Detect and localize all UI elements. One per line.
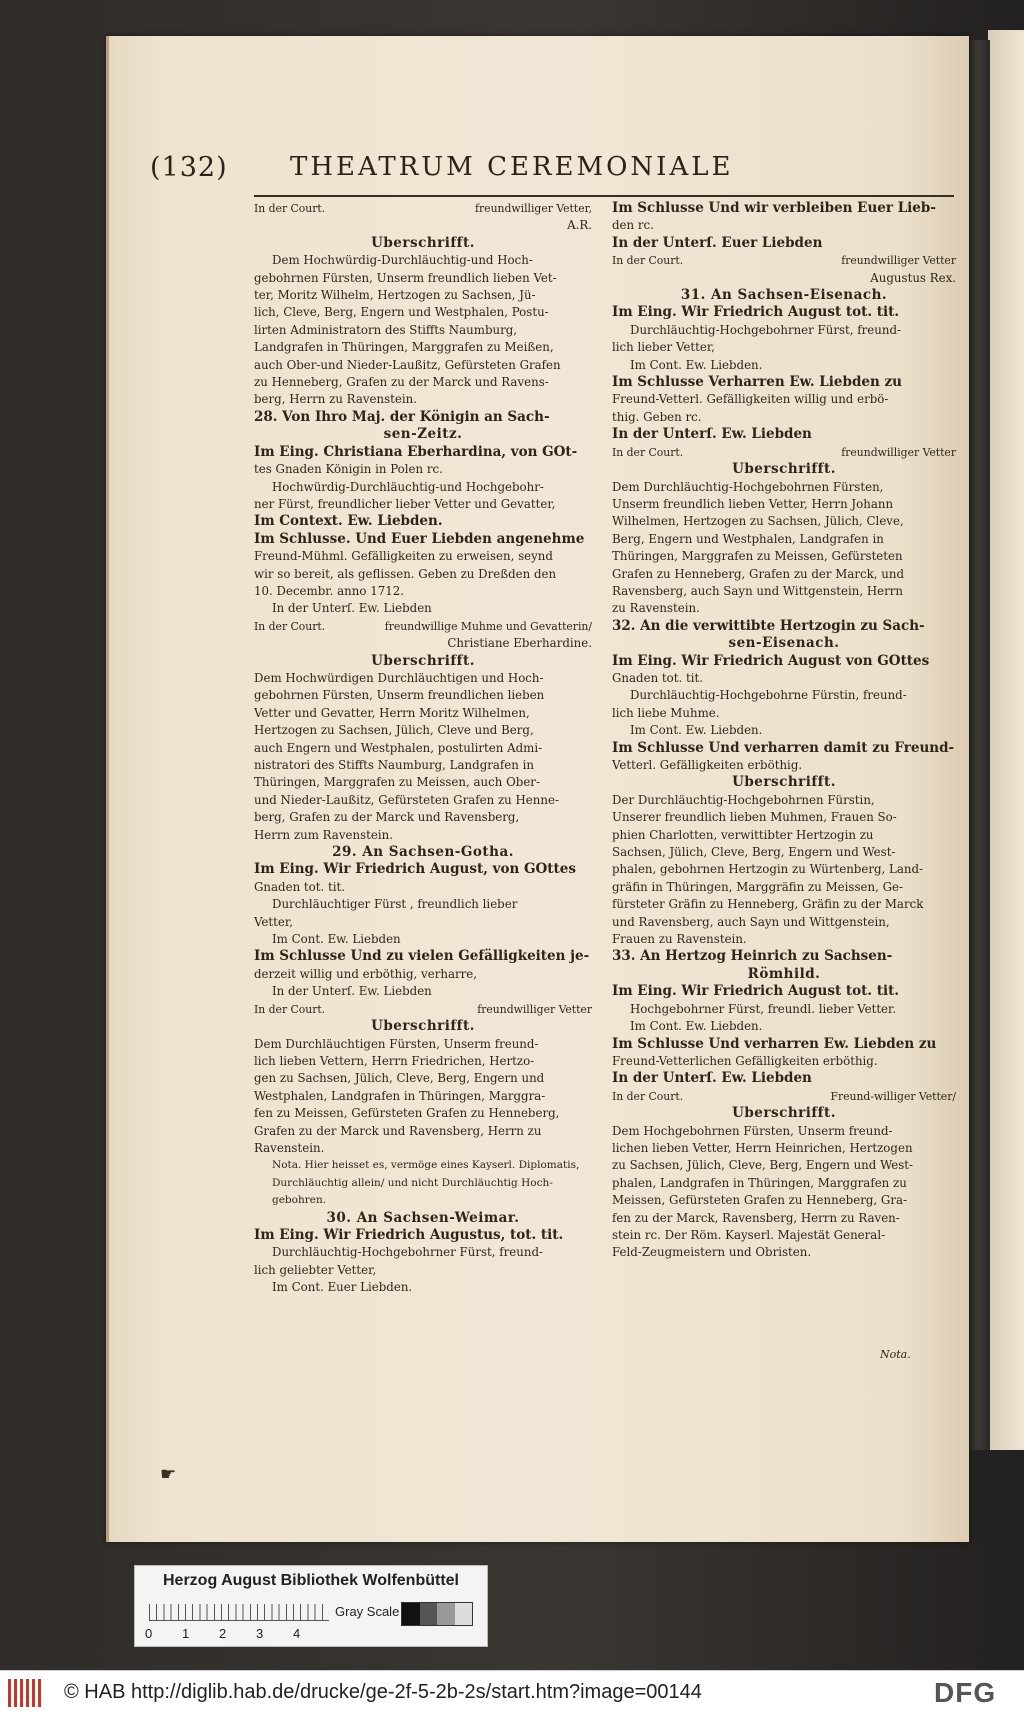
text-line: Vetter und Gevatter, Herrn Moritz Wilhelmen,: [254, 705, 530, 720]
text-line: Ravenstein.: [254, 1140, 325, 1155]
gray-scale-label: Gray Scale: [335, 1604, 400, 1619]
text-line: Freund-Mühml. Gefälligkeiten zu erweisen, seynd: [254, 549, 553, 564]
scale-tick-label: 4: [293, 1626, 301, 1641]
text-line: berg, Grafen zu der Marck und Ravensberg,: [254, 810, 520, 825]
text-line: auch Engern und Westphalen, postulirten Admi-: [254, 740, 543, 755]
text-line: phien Charlotten, verwittibter Hertzogin zu: [612, 827, 874, 842]
text-line: Im Eing. Wir Friedrich August tot. tit.: [612, 304, 900, 321]
text-line: gräfin in Thüringen, Marggräfin zu Meissen, Ge-: [612, 879, 903, 894]
text-line: Im Cont. Ew. Liebden.: [630, 357, 763, 372]
text-line: Meissen, Gefürsteten Grafen zu Henneberg, Gra-: [612, 1193, 907, 1208]
text-line: Im Schlusse. Und Euer Liebden angenehme: [254, 530, 585, 547]
text-line: Vetter,: [254, 914, 293, 929]
text-line: Dem Hochwürdigen Durchläuchtigen und Hoch-: [254, 670, 544, 685]
signature-place: In der Court.: [254, 619, 326, 633]
text-line: und Nieder-Laußitz, Gefürsteten Grafen zu Henne-: [254, 792, 559, 807]
text-line: Dem Hochgebohrnen Fürsten, Unserm freund-: [612, 1123, 893, 1138]
text-line: In der Unterſ. Ew. Liebden: [272, 601, 432, 616]
text-line: Sachsen, Jülich, Cleve, Berg, Engern und West-: [612, 845, 896, 860]
signature-text: Freund-williger Vetter/: [830, 1089, 956, 1103]
dfg-logo: DFG: [934, 1677, 997, 1708]
text-line: berg, Herrn zu Ravenstein.: [254, 392, 418, 407]
text-line: [612, 1088, 956, 1105]
text-line: 29. An Sachsen-Gotha.: [332, 844, 514, 861]
text-line: Durchläuchtiger Fürst , freundlich lieber: [272, 897, 518, 912]
text-line: Hochgebohrner Fürst, freundl. lieber Vetter.: [630, 1001, 897, 1016]
right-column: [612, 200, 956, 1262]
text-line: lich liebe Muhme.: [612, 705, 720, 720]
signature-place: In der Court.: [254, 202, 326, 215]
text-line: 32. An die verwittibte Hertzogin zu Sach-: [612, 617, 925, 634]
text-line: Feld-Zeugmeistern und Obristen.: [612, 1245, 812, 1260]
text-line: lich geliebter Vetter,: [254, 1262, 377, 1277]
footer-url[interactable]: © HAB http://diglib.hab.de/drucke/ge-2f-5-2b-2s/start.htm?image=00144: [64, 1681, 702, 1703]
text-line: In der Unterſ. Ew. Liebden: [612, 1070, 812, 1087]
text-line: Thüringen, Marggrafen zu Meissen, Gefürsteten: [612, 549, 903, 564]
text-line: zu Ravenstein.: [612, 601, 700, 616]
text-line: zu Henneberg, Grafen zu der Marck und Ravens-: [254, 375, 549, 390]
text-line: Unserm freundlich lieben Vetter, Herrn Johann: [612, 496, 894, 511]
signature-text: freundwillige Muhme und Gevatterin/: [384, 619, 592, 633]
running-head: [150, 152, 810, 192]
text-line: [612, 252, 956, 269]
text-line: Wilhelmen, Hertzogen zu Sachsen, Jülich, Cleve,: [612, 514, 904, 529]
signature-place: In der Court.: [254, 1002, 326, 1016]
signature-text: freundwilliger Vetter: [477, 1002, 592, 1016]
text-line: In der Unterſ. Ew. Liebden: [272, 984, 432, 999]
text-line: lirten Administratorn des Stiffts Naumburg,: [254, 322, 518, 337]
text-line: gen zu Sachsen, Jülich, Cleve, Berg, Engern und: [254, 1071, 545, 1086]
text-line: In der Unterſ. Euer Liebden: [612, 234, 823, 251]
text-line: Im Eing. Wir Friedrich August von GOttes: [612, 652, 930, 669]
text-line: Im Eing. Wir Friedrich August tot. tit.: [612, 983, 900, 1000]
text-line: In der Unterſ. Ew. Liebden: [612, 426, 812, 443]
text-line: 33. An Hertzog Heinrich zu Sachsen-: [612, 948, 893, 965]
text-line: 10. Decembr. anno 1712.: [254, 583, 404, 598]
text-line: nistratori des Stiffts Naumburg, Landgrafen in: [254, 758, 534, 772]
scale-tick-label: 3: [256, 1626, 264, 1641]
text-line: Landgrafen in Thüringen, Marggrafen zu Meißen,: [254, 340, 554, 355]
text-line: Im Schlusse Und zu vielen Gefälligkeiten je-: [254, 948, 590, 965]
text-line: Im Context. Ew. Liebden.: [254, 513, 443, 530]
signature-place: In der Court.: [612, 1089, 684, 1103]
text-line: Dem Durchläuchtigen Fürsten, Unserm freund-: [254, 1036, 539, 1051]
text-line: wir so bereit, als geflissen. Geben zu Dreßden den: [254, 566, 557, 581]
text-line: Im Cont. Ew. Liebden.: [630, 723, 763, 738]
text-line: 28. Von Ihro Maj. der Königin an Sach-: [254, 408, 550, 425]
text-line: [254, 618, 592, 635]
text-line: Hochwürdig-Durchläuchtig-und Hochgebohr-: [272, 479, 544, 494]
text-line: Freund-Vetterl. Gefälligkeiten willig und erbö-: [612, 392, 889, 407]
gray-swatch: [437, 1603, 455, 1625]
text-line: sen-Eisenach.: [728, 635, 840, 652]
text-line: Grafen zu Henneberg, Grafen zu der Marck, und: [612, 566, 905, 581]
text-line: stein rc. Der Röm. Kayserl. Majestät General-: [612, 1227, 886, 1242]
text-line: Im Eing. Christiana Eberhardina, von GOt-: [254, 443, 578, 460]
text-line: fen zu Meissen, Gefürsteten Grafen zu Henneberg,: [254, 1106, 560, 1121]
text-line: Vetterl. Gefälligkeiten erböthig.: [612, 758, 803, 772]
text-line: Ravensberg, auch Sayn und Wittgenstein, Herrn: [612, 583, 904, 598]
text-line: lich lieben Vettern, Herrn Friedrichen, Hertzo-: [254, 1053, 535, 1068]
text-line: Uberschrifft.: [371, 652, 475, 669]
text-line: Grafen zu der Marck und Ravensberg, Herrn zu: [254, 1123, 542, 1138]
printer-mark-icon: ☛: [160, 1464, 177, 1485]
text-line: Römhild.: [747, 965, 821, 982]
text-line: Im Eing. Wir Friedrich Augustus, tot. tit.: [254, 1226, 564, 1243]
text-line: Unserer freundlich lieben Muhmen, Frauen So-: [612, 810, 897, 825]
text-line: Im Schlusse Und wir verbleiben Euer Lieb-: [612, 200, 936, 216]
text-line: lich, Cleve, Berg, Engern und Westphalen, Postu-: [254, 305, 549, 320]
text-line: Im Cont. Ew. Liebden: [272, 932, 401, 947]
text-line: Nota. Hier heisset es, vermöge eines Kayserl. Diplomatis,: [272, 1159, 580, 1172]
gray-swatch: [402, 1603, 420, 1625]
text-line: Im Cont. Ew. Liebden.: [630, 1019, 763, 1034]
head-rule: [254, 195, 954, 197]
text-line: Hertzogen zu Sachsen, Jülich, Cleve und Berg,: [254, 723, 534, 738]
signature-text: freundwilliger Vetter,: [475, 202, 592, 215]
text-line: Im Cont. Euer Liebden.: [272, 1280, 413, 1295]
text-line: Frauen zu Ravenstein.: [612, 932, 747, 947]
text-line: A.R.: [567, 218, 592, 233]
gray-swatches: [401, 1602, 473, 1626]
facing-page-edge: [988, 30, 1024, 1450]
text-line: Uberschrifft.: [732, 461, 836, 478]
text-line: gebohren.: [272, 1194, 327, 1207]
scale-card: [134, 1565, 488, 1647]
text-line: 31. An Sachsen-Eisenach.: [680, 287, 888, 304]
text-line: Westphalen, Landgrafen in Thüringen, Marggra-: [254, 1088, 546, 1103]
scale-tick-label: 1: [182, 1626, 190, 1641]
text-line: Herrn zum Ravenstein.: [254, 827, 393, 842]
signature-text: freundwilliger Vetter: [841, 254, 956, 268]
page-number: (132): [150, 152, 228, 183]
text-line: Thüringen, Marggrafen zu Meissen, auch Ober-: [254, 775, 540, 790]
page-title: THEATRUM CEREMONIALE: [290, 152, 734, 182]
text-line: phalen, gebohrnen Hertzogin zu Würtenberg, Land-: [612, 862, 924, 877]
scale-ruler: [149, 1604, 329, 1621]
text-line: ter, Moritz Wilhelm, Hertzogen zu Sachsen, Jü-: [254, 288, 536, 303]
text-line: fürsteter Gräfin zu Henneberg, Gräfin zu der Marck: [612, 897, 924, 912]
text-line: Dem Durchläuchtig-Hochgebohrnen Fürsten,: [612, 479, 884, 494]
text-line: Im Eing. Wir Friedrich August, von GOttes: [254, 861, 576, 878]
hab-logo-icon: [8, 1679, 44, 1707]
left-column: [254, 200, 592, 1297]
scale-tick-label: 2: [219, 1626, 227, 1641]
text-line: Christiane Eberhardine.: [447, 636, 592, 651]
text-line: Im Schlusse Und verharren damit zu Freund-: [612, 739, 955, 756]
text-line: ner Fürst, freundlicher lieber Vetter und Gevatter,: [254, 496, 556, 511]
text-line: lichen lieben Vetter, Herrn Heinrichen, Hertzogen: [612, 1140, 913, 1155]
catchword: Nota.: [880, 1348, 911, 1361]
signature-place: In der Court.: [612, 254, 684, 268]
text-line: Augustus Rex.: [870, 270, 956, 285]
text-line: zu Sachsen, Jülich, Cleve, Berg, Engern und West-: [612, 1158, 914, 1173]
text-line: fen zu der Marck, Ravensberg, Herrn zu Raven-: [612, 1210, 900, 1225]
gray-swatch: [420, 1603, 438, 1625]
text-line: den rc.: [612, 218, 654, 233]
text-line: [612, 444, 956, 461]
signature-text: freundwilliger Vetter: [841, 445, 956, 459]
text-line: derzeit willig und erböthig, verharre,: [254, 966, 477, 981]
text-line: [254, 1001, 592, 1018]
scale-tick-label: 0: [145, 1626, 153, 1641]
text-line: lich lieber Vetter,: [612, 340, 715, 355]
text-line: Freund-Vetterlichen Gefälligkeiten erböthig.: [612, 1053, 878, 1068]
text-line: Uberschrifft.: [371, 1018, 475, 1035]
footer-bar: [0, 1670, 1024, 1716]
text-line: Gnaden tot. tit.: [612, 670, 704, 685]
text-line: Uberschrifft.: [732, 1105, 836, 1122]
text-line: Berg, Engern und Westphalen, Landgrafen in: [612, 531, 884, 546]
text-line: phalen, Landgrafen in Thüringen, Marggrafen zu: [612, 1175, 907, 1190]
text-line: Im Schlusse Verharren Ew. Liebden zu: [612, 374, 902, 391]
text-line: Uberschrifft.: [732, 774, 836, 791]
institution-name: Herzog August Bibliothek Wolfenbüttel: [163, 1572, 459, 1589]
text-line: gebohrnen Fürsten, Unserm freundlich lieben Vet-: [254, 270, 557, 285]
text-line: sen-Zeitz.: [383, 426, 463, 443]
text-line: Im Schlusse Und verharren Ew. Liebden zu: [612, 1035, 937, 1052]
text-line: [254, 200, 592, 217]
text-line: Durchläuchtig-Hochgebohrner Fürst, freund-: [272, 1245, 543, 1260]
text-line: Durchläuchtig-Hochgebohrner Fürst, freund-: [630, 322, 901, 337]
text-line: 30. An Sachsen-Weimar.: [326, 1209, 520, 1226]
text-line: Durchläuchtig-Hochgebohrne Fürstin, freund-: [630, 688, 907, 703]
text-line: Dem Hochwürdig-Durchläuchtig-und Hoch-: [272, 253, 533, 268]
text-line: Gnaden tot. tit.: [254, 879, 346, 894]
text-line: Durchläuchtig allein/ und nicht Durchläuchtig Hoch-: [272, 1176, 553, 1189]
text-line: auch Ober-und Nieder-Laußitz, Gefürsteten Grafen: [254, 357, 561, 372]
text-line: und Ravensberg, auch Sayn und Wittgenstein,: [612, 914, 890, 929]
text-line: gebohrnen Fürsten, Unserm freundlichen lieben: [254, 688, 545, 703]
signature-place: In der Court.: [612, 445, 684, 459]
text-line: tes Gnaden Königin in Polen rc.: [254, 462, 443, 477]
text-line: thig. Geben rc.: [612, 409, 702, 424]
text-line: Der Durchläuchtig-Hochgebohrnen Fürstin,: [612, 792, 875, 807]
gray-swatch: [455, 1603, 473, 1625]
text-line: Uberschrifft.: [371, 234, 475, 251]
